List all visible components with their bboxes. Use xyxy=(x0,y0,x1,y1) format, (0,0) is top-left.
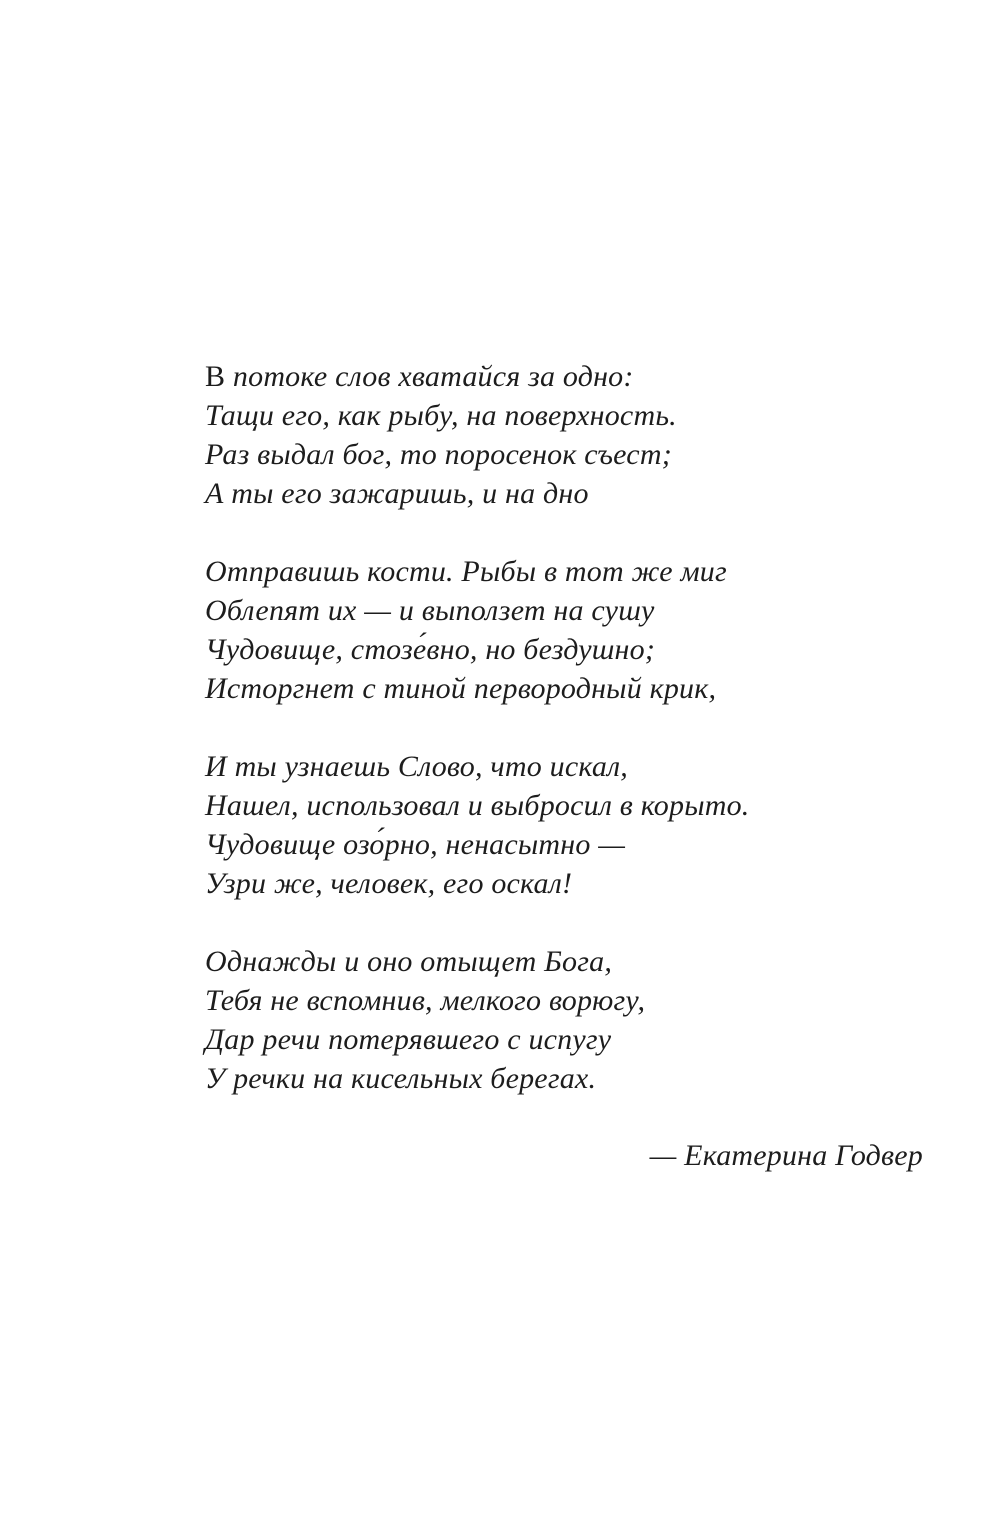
poem-stanza-1 xyxy=(205,357,750,513)
poem-line: Исторгнет с тиной первородный крик, xyxy=(205,672,717,705)
poem-line: Чудовище озо́рно, ненасытно — xyxy=(205,828,626,861)
poem-stanza-2 xyxy=(205,552,750,708)
poem-line xyxy=(205,357,750,396)
poem-line: Узри же, человек, его оскал! xyxy=(205,867,573,900)
poem-line: Облепят их — и выползет на сушу xyxy=(205,594,655,627)
poem-line: Тащи его, как рыбу, на поверхность. xyxy=(205,399,677,432)
poem-line: Дар речи потерявшего с испугу xyxy=(205,1023,612,1056)
poem-line: У речки на кисельных берегах. xyxy=(205,1062,597,1095)
poem-line: Отправишь кости. Рыбы в тот же миг xyxy=(205,555,727,588)
poem-line: Раз выдал бог, то поросенок съест; xyxy=(205,438,672,471)
poem-stanza-4 xyxy=(205,942,750,1098)
poem-text xyxy=(205,357,750,1098)
poem-line: Тебя не вспомнив, мелкого ворюгу, xyxy=(205,984,646,1017)
poem-line: И ты узнаешь Слово, что искал, xyxy=(205,750,629,783)
poem-line: А ты его зажаришь, и на дно xyxy=(205,477,589,510)
poem-line: Однажды и оно отыщет Бога, xyxy=(205,945,613,978)
poem-line-text: потоке слов хватайся за одно: xyxy=(225,360,634,393)
poem-initial-letter: В xyxy=(205,360,226,393)
poem-line: Нашел, использовал и выбросил в корыто. xyxy=(205,789,750,822)
poem-line: Чудовище, стозе́вно, но бездушно; xyxy=(205,633,656,666)
poem-stanza-3 xyxy=(205,747,750,903)
poem-attribution: — Екатерина Годвер xyxy=(649,1139,923,1172)
